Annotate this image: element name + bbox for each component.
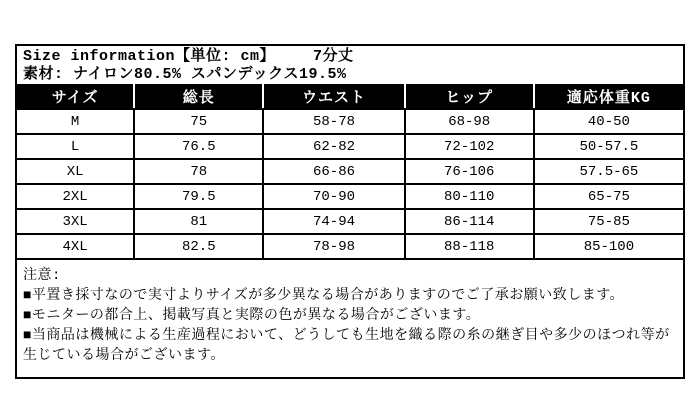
- cell-total-length: 75: [134, 109, 263, 134]
- column-header-length: 総長: [134, 84, 263, 109]
- cell-total-length: 81: [134, 209, 263, 234]
- table-row-3xl: [17, 209, 683, 234]
- cell-weight: 57.5-65: [534, 159, 683, 184]
- cell-weight: 50-57.5: [534, 134, 683, 159]
- table-row-4xl: [17, 234, 683, 259]
- cell-size: 4XL: [17, 234, 134, 259]
- size-table-header-row: [17, 84, 683, 109]
- cell-total-length: 78: [134, 159, 263, 184]
- cell-size: M: [17, 109, 134, 134]
- cell-total-length: 76.5: [134, 134, 263, 159]
- note-item-monitor-color: ■モニターの都合上、掲載写真と実際の色が異なる場合がございます。: [23, 308, 481, 324]
- cell-size: 2XL: [17, 184, 134, 209]
- cell-size: 3XL: [17, 209, 134, 234]
- notes-title: 注意:: [23, 268, 61, 284]
- cell-waist: 78-98: [263, 234, 404, 259]
- cell-waist: 70-90: [263, 184, 404, 209]
- cell-total-length: 82.5: [134, 234, 263, 259]
- size-info-panel: [15, 44, 685, 379]
- note-item-measurement: ■平置き採寸なので実寸よりサイズが多少異なる場合がありますのでご了承お願い致します。: [23, 288, 625, 304]
- cell-waist: 66-86: [263, 159, 404, 184]
- cell-weight: 85-100: [534, 234, 683, 259]
- size-info-title: Size information【単位: cm】 7分丈: [23, 48, 354, 65]
- panel-header: [17, 46, 683, 84]
- table-row-xl: [17, 159, 683, 184]
- cell-waist: 74-94: [263, 209, 404, 234]
- column-header-size: サイズ: [17, 84, 134, 109]
- column-header-hip: ヒップ: [405, 84, 534, 109]
- cell-waist: 62-82: [263, 134, 404, 159]
- cell-hip: 88-118: [405, 234, 534, 259]
- material-info: 素材: ナイロン80.5% スパンデックス19.5%: [23, 66, 347, 83]
- column-header-waist: ウエスト: [263, 84, 404, 109]
- column-header-weight: 適応体重KG: [534, 84, 683, 109]
- table-row-m: [17, 109, 683, 134]
- cell-weight: 40-50: [534, 109, 683, 134]
- cell-hip: 86-114: [405, 209, 534, 234]
- cell-total-length: 79.5: [134, 184, 263, 209]
- cell-hip: 72-102: [405, 134, 534, 159]
- notes-section: [17, 260, 683, 366]
- cell-size: XL: [17, 159, 134, 184]
- cell-hip: 68-98: [405, 109, 534, 134]
- cell-waist: 58-78: [263, 109, 404, 134]
- table-row-l: [17, 134, 683, 159]
- cell-weight: 75-85: [534, 209, 683, 234]
- cell-size: L: [17, 134, 134, 159]
- cell-hip: 76-106: [405, 159, 534, 184]
- table-row-2xl: [17, 184, 683, 209]
- size-table: [17, 84, 683, 260]
- note-item-production: ■当商品は機械による生産過程において、どうしても生地を織る際の糸の継ぎ目や多少のほつれ等が生じている場合がございます。: [23, 328, 670, 364]
- cell-weight: 65-75: [534, 184, 683, 209]
- cell-hip: 80-110: [405, 184, 534, 209]
